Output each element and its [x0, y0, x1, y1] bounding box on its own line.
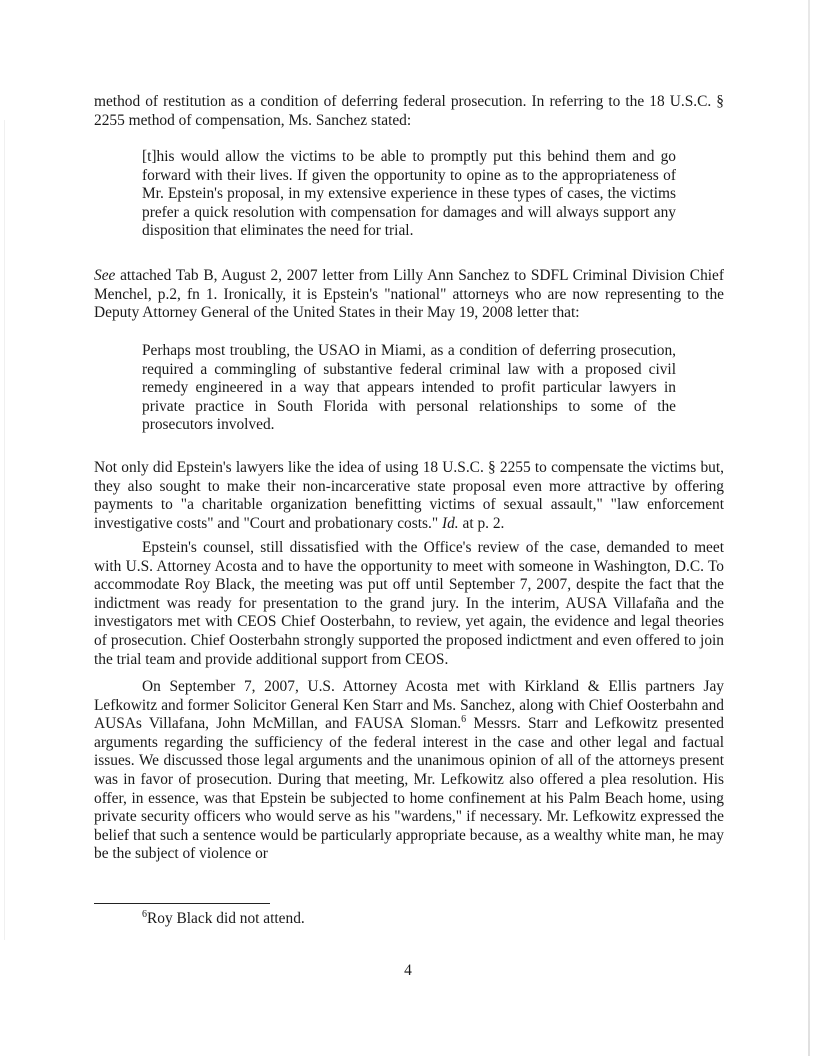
page-number: 4 [404, 962, 412, 979]
footnote-marker: 6 [142, 908, 147, 920]
paragraph-2255-tail: at p. 2. [458, 514, 505, 532]
paragraph-september-meeting [94, 678, 724, 864]
footnote-6 [142, 910, 642, 929]
paragraph-restitution: method of restitution as a condition of deferring federal prosecution. In referring to the 18 U.S.C. § 2255 method of compensation, Ms. Sanchez stated: [94, 93, 724, 129]
footnote-text: Roy Black did not attend. [147, 910, 305, 927]
footnote-ref-6: 6 [461, 714, 467, 726]
block-quote-sanchez: [t]his would allow the victims to be able to promptly put this behind them and go forward with their lives. If given the opportunity to opine as to the appropriateness of Mr. Epstein's proposal, in my extensive experience in these types of cases, the victims prefer a quick resolution with compensation for damages and will always support any disposition that eliminates the need for trial. [142, 148, 676, 240]
paragraph-see-tab-b-text: attached Tab B, August 2, 2007 letter from Lilly Ann Sanchez to SDFL Criminal Division Chief Menchel, p.2, fn 1. Ironically, it is Epstein's "national" attorneys who are now representing to the Deputy Attorney General of the United States in their May 19, 2008 letter that: [94, 267, 724, 322]
paragraph-2255-text: Not only did Epstein's lawyers like the idea of using 18 U.S.C. § 2255 to compensate the victims but, they also sought to make their non-incarcerative state proposal even more attractive by offering payments to "a charitable organization benefitting victims of sexual assault," "law enforcement investigative costs" and "Court and probationary costs." [94, 459, 724, 532]
footnote-separator [94, 903, 270, 904]
paragraph-counsel-dissatisfied: Epstein's counsel, still dissatisfied with the Office's review of the case, demanded to meet with U.S. Attorney Acosta and to have the opportunity to meet with someone in Washington, D.C. To accommodate Roy Black, the meeting was put off until September 7, 2007, despite the fact that the indictment was ready for presentation to the grand jury. In the interim, AUSA Villafaña and the investigators met with CEOS Chief Oosterbahn, to review, yet again, the evidence and legal theories of prosecution. Chief Oosterbahn strongly supported the proposed indictment and even offered to join the trial team and provide additional support from CEOS. [94, 539, 724, 668]
italic-see: See [94, 267, 116, 284]
paragraph-2255-lawyers [94, 459, 724, 533]
page-edge-left [4, 120, 5, 940]
italic-id: Id. [441, 514, 459, 532]
paragraph-september-text-after: Messrs. Starr and Lefkowitz presented arguments regarding the sufficiency of the federal interest in the case and other legal and factual issues. We discussed those legal arguments and the unanimous opinion of all of the attorneys present was in favor of prosecution. During that meeting, Mr. Lefkowitz also offered a plea resolution. His offer, in essence, was that Epstein be subjected to home confinement at his Palm Beach home, using private security officers who would serve as his "wardens," if necessary. Mr. Lefkowitz expressed the belief that such a sentence would be particularly appropriate because, as a wealthy white man, he may be the subject of violence or [94, 715, 724, 863]
paragraph-september-text-before: On September 7, 2007, U.S. Attorney Acosta met with Kirkland & Ellis partners Jay Lefkowitz and former Solicitor General Ken Starr and Ms. Sanchez, along with Chief Oosterbahn and AUSAs Villafana, John McMillan, and FAUSA Sloman. [94, 678, 724, 733]
block-quote-usao: Perhaps most troubling, the USAO in Miami, as a condition of deferring prosecution, required a commingling of substantive federal criminal law with a proposed civil remedy engineered in a way that appears intended to profit particular lawyers in private practice in South Florida with personal relationships to some of the prosecutors involved. [142, 342, 676, 434]
page-edge-shadow [808, 0, 810, 1056]
paragraph-see-tab-b [94, 267, 724, 323]
